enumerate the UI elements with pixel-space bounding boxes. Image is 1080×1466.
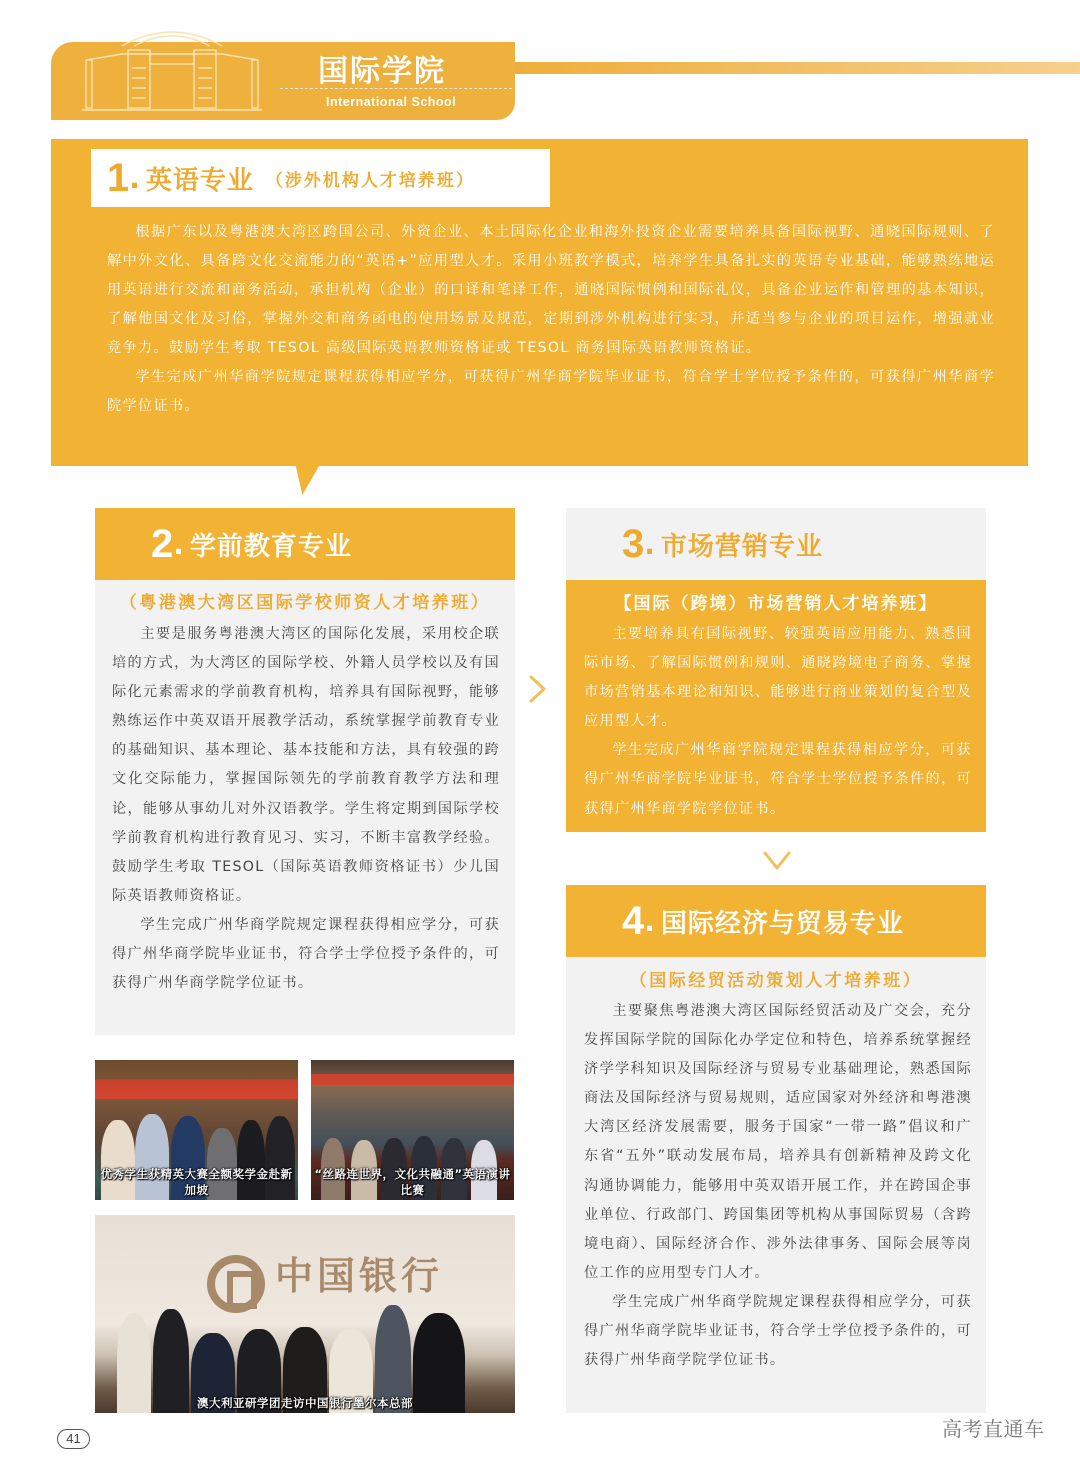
paragraph: 学生完成广州华商学院规定课程获得相应学分，可获得广州华商学院毕业证书，符合学士学位授予条件的，可获得广州华商学院学位证书。 <box>112 916 500 992</box>
photo-caption: 澳大利亚研学团走访中国银行墨尔本总部 <box>197 1396 413 1410</box>
section-english-title <box>91 149 550 207</box>
page-subtitle: International School <box>326 95 457 109</box>
section-number-dot: . <box>173 527 184 561</box>
section-number: 1 <box>107 156 130 200</box>
chevron-right-icon <box>528 674 548 704</box>
section-preschool-title <box>95 508 515 580</box>
section-number: 3 <box>622 522 645 566</box>
paragraph: 学生完成广州华商学院规定课程获得相应学分，可获得广州华商学院毕业证书，符合学士学位授予条件的，可获得广州华商学院学位证书。 <box>107 369 995 414</box>
section-title: 英语专业 <box>145 165 254 196</box>
header-accent-line <box>512 62 1080 74</box>
section-title: 学前教育专业 <box>189 531 352 562</box>
paragraph: 根据广东以及粤港澳大湾区跨国公司、外资企业、本土国际化企业和海外投资企业需要培养具备国际视野、通晓国际规则、了解中外文化、具备跨文化交流能力的“英语+”应用型人才。采用小班教学模式，培养学生具备扎实的英语专业基础，能够熟练地运用英语进行交流和商务活动，承担机构（企业）的口译和笔译工作，通晓国际惯例和国际礼仪，具备企业运作和管理的基本知识，了解他国文化及习俗，掌握外交和商务函电的使用场景及规范，定期到涉外机构进行实习，并适当参与企业的项目运作，增强就业竞争力。鼓励学生考取 TESOL 高级国际英语教师资格证或 TESOL 商务国际英语教师资格证。 <box>107 224 995 356</box>
photo-scholarship <box>95 1060 298 1200</box>
paragraph: 主要培养具有国际视野、较强英语应用能力、熟悉国际市场、了解国际惯例和规则、通晓跨境电子商务、掌握市场营销基本理论和知识、能够进行商业策划的复合型及应用型人才。 <box>584 626 972 730</box>
photo-caption: 优秀学生获精英大赛全额奖学金赴新加坡 <box>100 1167 293 1197</box>
section-number-dot: . <box>129 161 140 195</box>
section-number: 4 <box>622 899 645 943</box>
section-title: 市场营销专业 <box>660 531 823 562</box>
section-subtitle: （国际经贸活动策划人才培养班） <box>629 971 923 991</box>
section-trade-title <box>566 885 986 957</box>
section-title: 国际经济与贸易专业 <box>660 908 904 939</box>
photo-bank-visit <box>95 1215 515 1413</box>
photo-speech-contest <box>311 1060 514 1200</box>
bank-sign: 中国银行 <box>275 1253 444 1298</box>
paragraph: 学生完成广州华商学院规定课程获得相应学分，可获得广州华商学院毕业证书，符合学士学位授予条件的，可获得广州华商学院学位证书。 <box>584 1293 972 1369</box>
photo-caption: “丝路连世界，文化共融通”英语演讲比赛 <box>314 1167 511 1197</box>
section-subtitle: （涉外机构人才培养班） <box>265 170 475 191</box>
section-subtitle: 【国际（跨境）市场营销人才培养班】 <box>614 594 938 614</box>
paragraph: 主要是服务粤港澳大湾区的国际化发展，采用校企联培的方式，为大湾区的国际学校、外籍人员学校以及有国际化元素需求的学前教育机构，培养具有国际视野，能够熟练运作中英双语开展教学活动，系统掌握学前教育专业的基础知识、基本理论、基本技能和方法，具有较强的跨文化交际能力，掌握国际领先的学前教育教学方法和理论，能够从事幼儿对外汉语教学。学生将定期到国际学校学前教育机构进行教育见习、实习，不断丰富教学经验。鼓励学生考取 TESOL（国际英语教师资格证书）少儿国际英语教师资格证。 <box>112 626 500 904</box>
title-divider <box>280 88 512 89</box>
section-marketing-title <box>566 508 986 580</box>
section-preschool-body <box>112 620 500 998</box>
page-title: 国际学院 <box>318 54 446 89</box>
section-number-dot: . <box>644 527 655 561</box>
section-number: 2 <box>151 522 174 566</box>
section-number-dot: . <box>644 904 655 938</box>
paragraph: 学生完成广州华商学院规定课程获得相应学分，可获得广州华商学院毕业证书，符合学士学位授予条件的，可获得广州华商学院学位证书。 <box>584 742 972 817</box>
chevron-down-icon <box>762 848 792 874</box>
campus-gate-icon <box>82 24 262 114</box>
section-trade-body <box>584 997 972 1375</box>
section-marketing-body <box>584 620 972 824</box>
watermark: 高考直通车 <box>942 1417 1045 1441</box>
paragraph: 主要聚焦粤港澳大湾区国际经贸活动及广交会，充分发挥国际学院的国际化办学定位和特色，培养系统掌握经济学学科知识及国际经济与贸易专业基础理论，熟悉国际商法及国际经济与贸易规则，适应国家对外经济和粤港澳大湾区经济发展需要，服务于国家“一带一路”倡议和广东省“五外”联动发展布局，培养具有创新精神及跨文化沟通协调能力，能够用中英双语开展工作，并在跨国企事业单位、行政部门、跨国集团等机构从事国际贸易（含跨境电商）、国际经济合作、涉外法律事务、国际会展等岗位工作的应用型专门人才。 <box>584 1003 972 1281</box>
page-number: 41 <box>57 1429 90 1449</box>
speech-pointer <box>290 465 319 495</box>
section-english-body <box>107 218 995 421</box>
section-subtitle: （粤港澳大湾区国际学校师资人才培养班） <box>119 593 491 613</box>
